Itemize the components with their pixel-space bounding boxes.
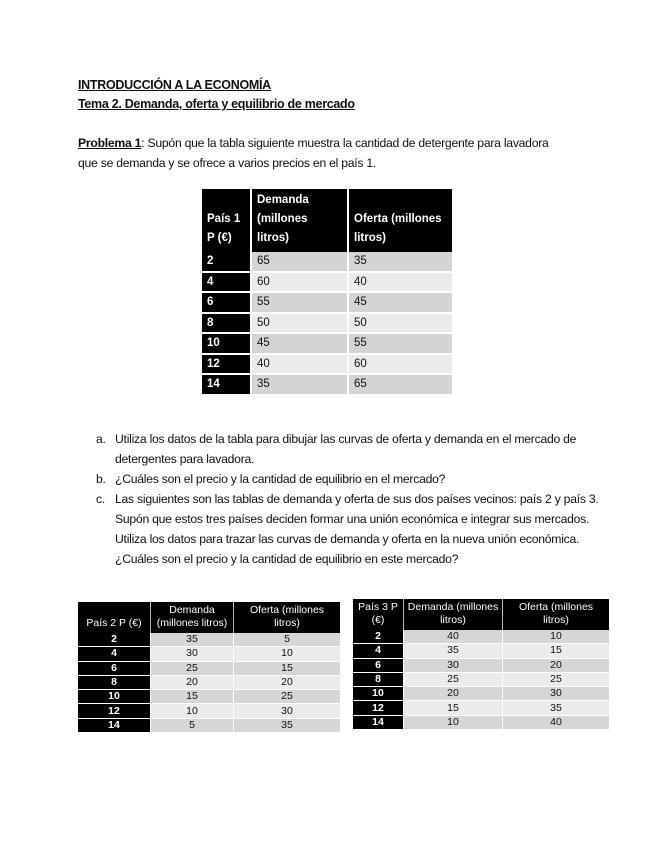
demand-cell: 25	[151, 661, 234, 675]
question-marker: b.	[96, 472, 106, 486]
problem-statement	[78, 133, 558, 173]
demand-cell: 35	[404, 644, 503, 658]
price-cell: 2	[202, 252, 251, 272]
problem-label: Problema 1	[78, 136, 142, 150]
price-cell: 10	[78, 690, 151, 704]
document-title: INTRODUCCIÓN A LA ECONOMÍA	[78, 78, 271, 92]
supply-cell: 5	[234, 633, 341, 647]
table1-header-price: País 1 P (€)	[202, 189, 251, 252]
price-cell: 8	[78, 675, 151, 689]
price-cell: 2	[353, 630, 404, 644]
table-row	[202, 292, 452, 313]
table-row	[202, 313, 452, 334]
price-cell: 4	[78, 647, 151, 661]
price-cell: 12	[353, 701, 404, 715]
supply-cell: 10	[234, 647, 341, 661]
demand-cell: 30	[404, 658, 503, 672]
demand-cell: 35	[151, 633, 234, 647]
table-row	[353, 672, 609, 686]
price-cell: 14	[78, 718, 151, 732]
supply-cell: 35	[503, 701, 610, 715]
table-row	[202, 374, 452, 395]
demand-cell: 30	[151, 647, 234, 661]
demand-cell: 15	[151, 690, 234, 704]
price-cell: 4	[202, 272, 251, 293]
table-row	[78, 690, 340, 704]
demand-cell: 20	[404, 687, 503, 701]
table3-header-price: País 3 P (€)	[353, 599, 404, 630]
price-cell: 14	[202, 374, 251, 395]
table-row	[202, 354, 452, 375]
price-cell: 8	[353, 672, 404, 686]
demand-cell: 60	[251, 272, 348, 293]
table-row	[78, 647, 340, 661]
question-item	[96, 489, 620, 569]
price-cell: 8	[202, 313, 251, 334]
demand-cell: 20	[151, 675, 234, 689]
supply-cell: 60	[348, 354, 452, 375]
price-cell: 12	[78, 704, 151, 718]
table-row	[353, 715, 609, 729]
table-row	[78, 675, 340, 689]
problem-text: : Supón que la tabla siguiente muestra la cantidad de detergente para lavadora que se demanda y se ofrece a varios precios en el país 1.	[78, 136, 549, 170]
demand-cell: 10	[151, 704, 234, 718]
supply-cell: 55	[348, 333, 452, 354]
demand-cell: 40	[404, 630, 503, 644]
supply-cell: 65	[348, 374, 452, 395]
supply-cell: 40	[348, 272, 452, 293]
question-text: ¿Cuáles son el precio y la cantidad de equilibrio en el mercado?	[115, 472, 446, 486]
table-row	[78, 704, 340, 718]
supply-cell: 20	[234, 675, 341, 689]
supply-cell: 25	[234, 690, 341, 704]
supply-cell: 15	[234, 661, 341, 675]
country1-table	[202, 189, 452, 396]
document-subtitle: Tema 2. Demanda, oferta y equilibrio de mercado	[78, 97, 355, 111]
supply-cell: 30	[503, 687, 610, 701]
table2-header-demand: Demanda (millones litros)	[151, 602, 234, 633]
question-text: Utiliza los datos de la tabla para dibujar las curvas de oferta y demanda en el mercado de detergentes para lavadora.	[115, 432, 577, 466]
table2-header-price: País 2 P (€)	[78, 602, 151, 633]
price-cell: 12	[202, 354, 251, 375]
demand-cell: 35	[251, 374, 348, 395]
price-cell: 6	[353, 658, 404, 672]
price-cell: 14	[353, 715, 404, 729]
demand-cell: 50	[251, 313, 348, 334]
price-cell: 10	[353, 687, 404, 701]
table-row	[353, 701, 609, 715]
demand-cell: 45	[251, 333, 348, 354]
table3-header-supply: Oferta (millones litros)	[503, 599, 610, 630]
table-row	[78, 633, 340, 647]
table-row	[353, 658, 609, 672]
supply-cell: 35	[348, 252, 452, 272]
table-row	[78, 718, 340, 732]
demand-cell: 10	[404, 715, 503, 729]
supply-cell: 35	[234, 718, 341, 732]
table-row	[202, 333, 452, 354]
supply-cell: 10	[503, 630, 610, 644]
supply-cell: 30	[234, 704, 341, 718]
demand-cell: 15	[404, 701, 503, 715]
demand-cell: 65	[251, 252, 348, 272]
table1-header-supply: Oferta (millones litros)	[348, 189, 452, 252]
table-row	[353, 644, 609, 658]
question-marker: c.	[96, 492, 105, 506]
table3-header-demand: Demanda (millones litros)	[404, 599, 503, 630]
question-text: Las siguientes son las tablas de demanda y oferta de sus dos países vecinos: país 2 y país 3. Supón que estos tres países deciden formar una unión económica e integrar sus mercados. Utiliza los datos para trazar las curvas de demanda y oferta en la nueva unión económica. ¿Cuáles son el precio y la cantidad de equilibrio en este mercado?	[115, 492, 599, 566]
table-row	[202, 272, 452, 293]
supply-cell: 45	[348, 292, 452, 313]
question-marker: a.	[96, 432, 106, 446]
table2-header-supply: Oferta (millones litros)	[234, 602, 341, 633]
table-row	[353, 630, 609, 644]
table-row	[202, 252, 452, 272]
question-list	[78, 429, 620, 569]
country2-table	[78, 602, 340, 733]
question-item	[96, 469, 620, 489]
price-cell: 6	[78, 661, 151, 675]
demand-cell: 5	[151, 718, 234, 732]
table-row	[78, 661, 340, 675]
supply-cell: 15	[503, 644, 610, 658]
supply-cell: 25	[503, 672, 610, 686]
price-cell: 10	[202, 333, 251, 354]
demand-cell: 25	[404, 672, 503, 686]
price-cell: 4	[353, 644, 404, 658]
price-cell: 2	[78, 633, 151, 647]
supply-cell: 20	[503, 658, 610, 672]
supply-cell: 40	[503, 715, 610, 729]
question-item	[96, 429, 620, 469]
supply-cell: 50	[348, 313, 452, 334]
table-row	[353, 687, 609, 701]
demand-cell: 40	[251, 354, 348, 375]
price-cell: 6	[202, 292, 251, 313]
demand-cell: 55	[251, 292, 348, 313]
table1-header-demand: Demanda (millones litros)	[251, 189, 348, 252]
country3-table	[353, 599, 609, 730]
